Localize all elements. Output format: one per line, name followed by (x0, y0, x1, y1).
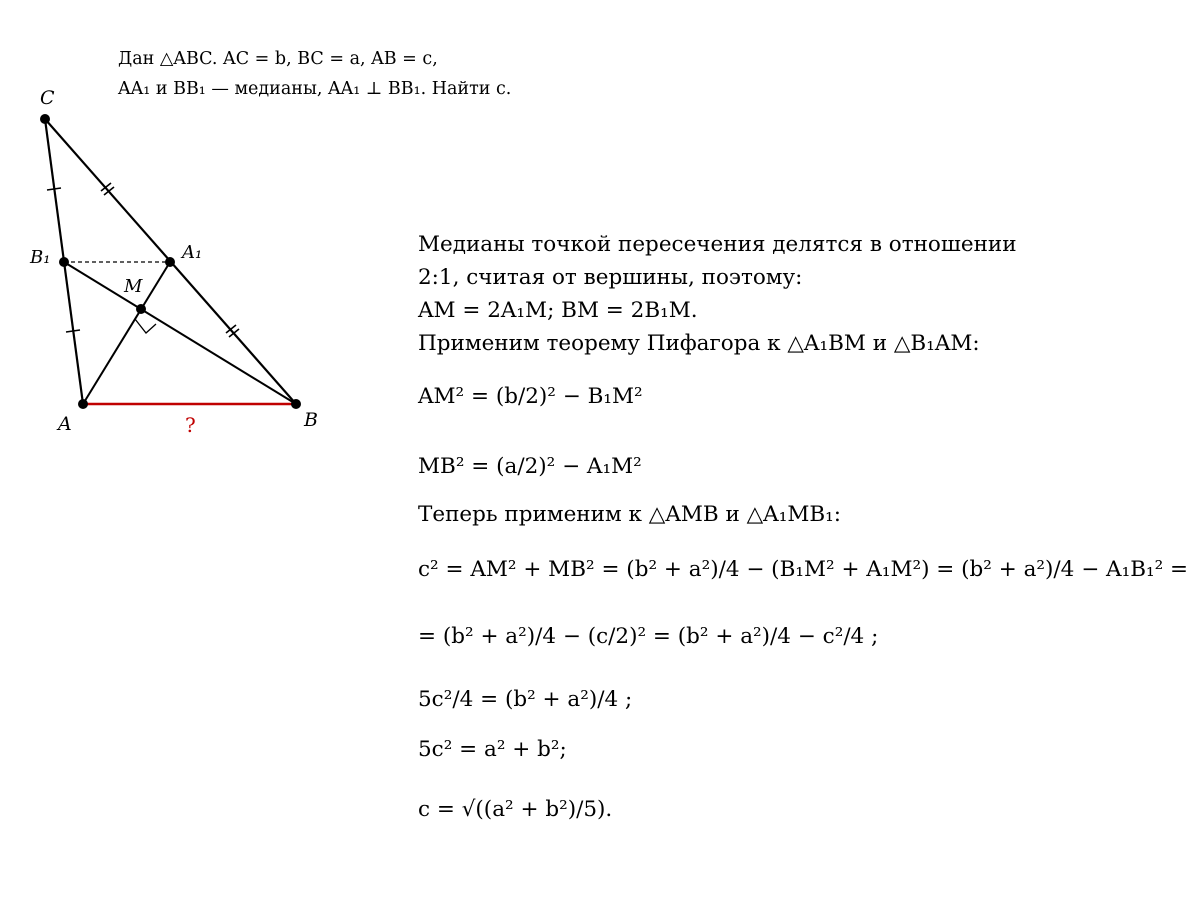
right-angle-marker (135, 319, 156, 333)
point-a (78, 399, 88, 409)
point-c (40, 114, 50, 124)
point-b (291, 399, 301, 409)
label-a1: A₁ (182, 242, 203, 263)
solution-line-2: 2:1, считая от вершины, поэтому: (418, 265, 803, 290)
equation-2: MB² = (a/2)² − A₁M² (418, 454, 642, 479)
solution-line-3: AM = 2A₁M; BM = 2B₁M. (418, 298, 698, 323)
label-b: B (304, 409, 318, 431)
given-line-2: AA₁ и BB₁ — медианы, AA₁ ⊥ BB₁. Найти c. (118, 79, 512, 99)
label-unknown: ? (185, 413, 196, 437)
tick-cb1 (47, 188, 61, 190)
equation-4: = (b² + a²)/4 − (c/2)² = (b² + a²)/4 − c²/4 ; (418, 624, 879, 649)
point-m (136, 304, 146, 314)
solution-line-5: Теперь применим к △AMB и △A₁MB₁: (418, 502, 842, 527)
equation-6: 5c² = a² + b²; (418, 737, 567, 762)
equation-1: AM² = (b/2)² − B₁M² (418, 384, 643, 409)
equation-5: 5c²/4 = (b² + a²)/4 ; (418, 687, 633, 712)
point-b1 (59, 257, 69, 267)
given-line-1: Дан △ABC. AC = b, BC = a, AB = c, (118, 49, 438, 69)
label-b1: B₁ (30, 247, 51, 268)
point-a1 (165, 257, 175, 267)
label-a: A (58, 413, 72, 435)
triangle-diagram (0, 0, 420, 450)
tick-b1a (66, 330, 80, 332)
solution-line-4: Применим теорему Пифагора к △A₁BM и △B₁AM: (418, 331, 980, 356)
label-m: M (124, 276, 143, 297)
solution-line-1: Медианы точкой пересечения делятся в отношении (418, 232, 1017, 257)
equation-7: c = √((a² + b²)/5). (418, 797, 613, 822)
median-bb1 (64, 262, 296, 404)
equation-3: c² = AM² + MB² = (b² + a²)/4 − (B₁M² + A₁M²) = (b² + a²)/4 − A₁B₁² = (418, 557, 1189, 582)
label-c: C (40, 87, 55, 109)
